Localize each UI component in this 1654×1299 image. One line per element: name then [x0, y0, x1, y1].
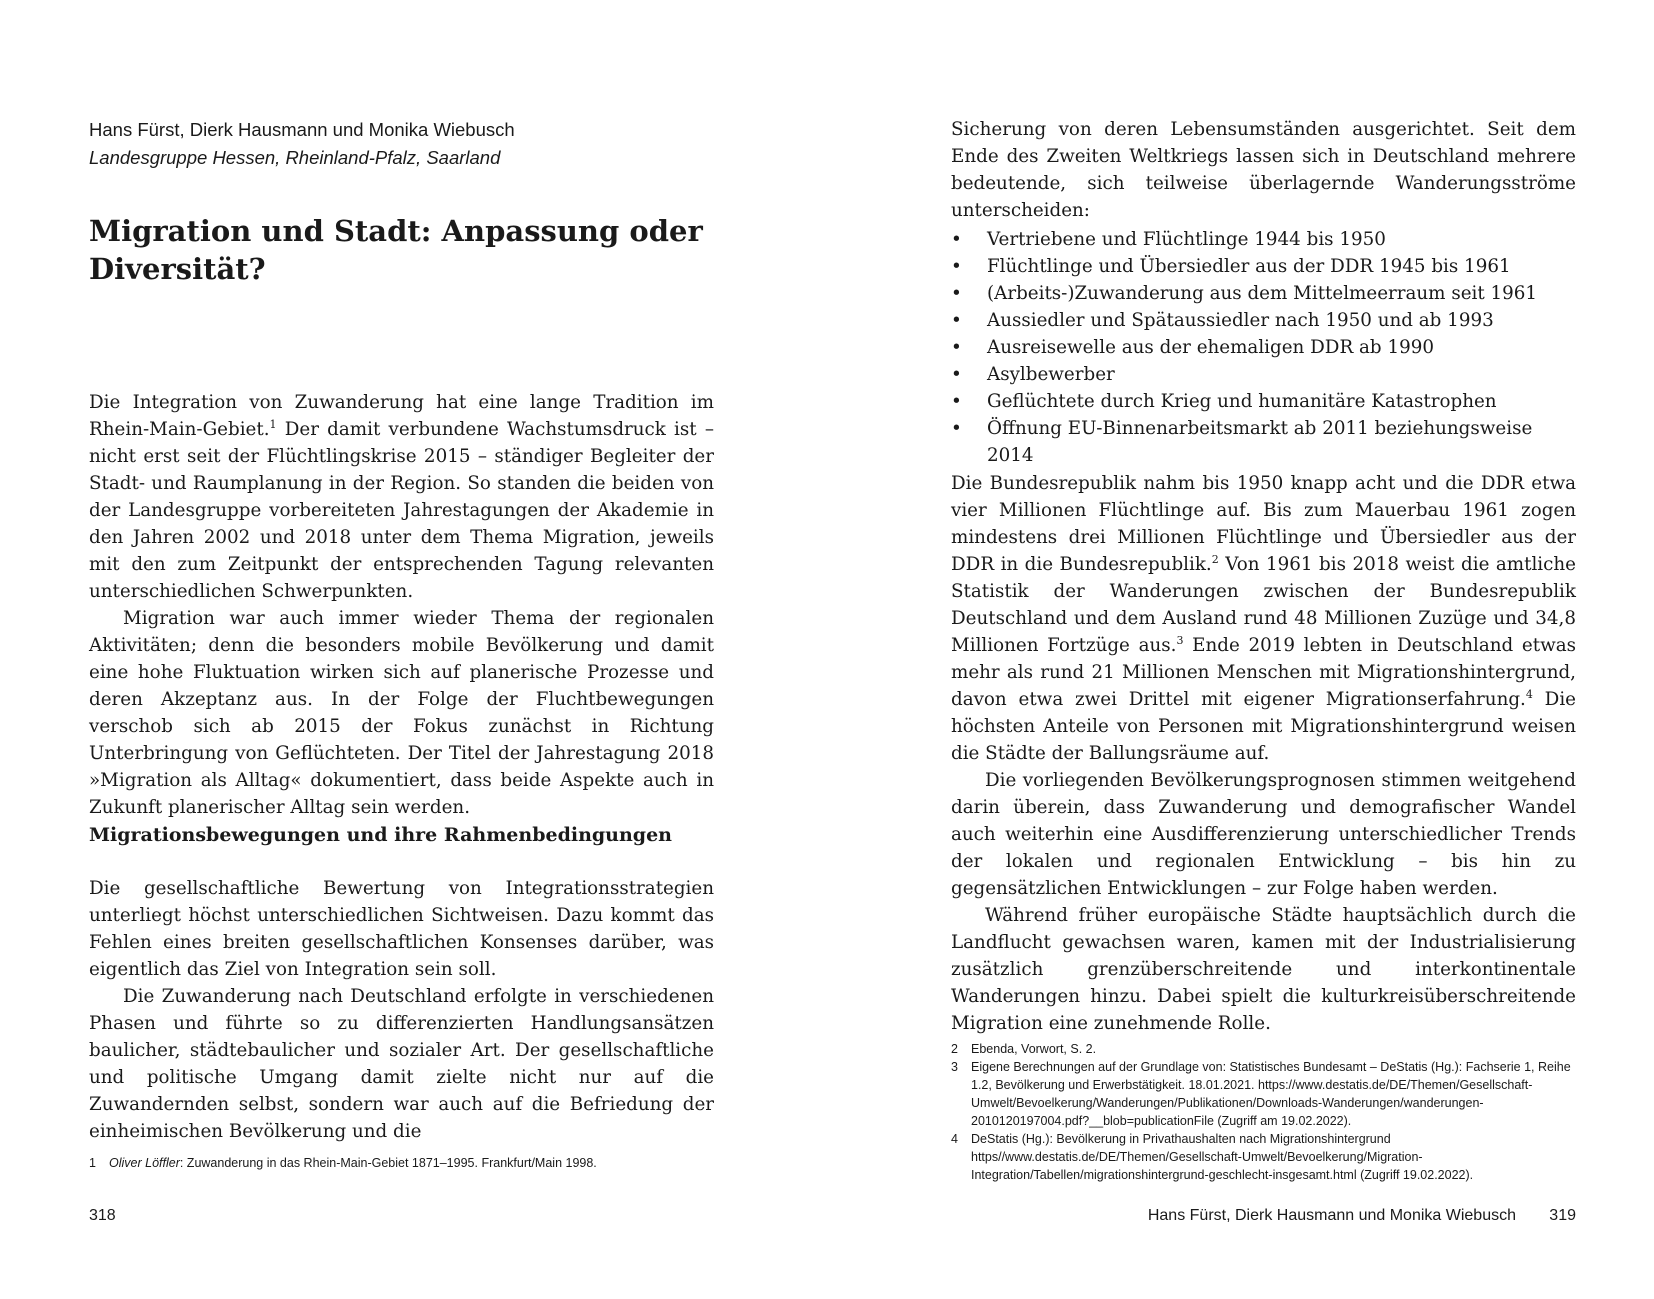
section-text [89, 875, 714, 1145]
footnote-number: 4 [951, 1132, 958, 1146]
list-item: • Asylbewerber [951, 361, 1576, 388]
list-item: • Ausreisewelle aus der ehemaligen DDR ab 1990 [951, 334, 1576, 361]
bullet-icon: • [951, 229, 962, 250]
migration-list [951, 226, 1576, 469]
paragraph: Die gesellschaftliche Bewertung von Integrationsstrategien unterliegt höchst unterschiedlichen Sichtweisen. Dazu kommt das Fehlen eines breiten gesellschaftlichen Konsenses darüber, was eigentlich das Ziel von Integration sein soll. [89, 878, 714, 980]
footnote-text: : Zuwanderung in das Rhein-Main-Gebiet 1871–1995. Frankfurt/Main 1998. [179, 1156, 597, 1170]
footnote-number: 3 [951, 1060, 958, 1074]
intro-text [89, 389, 714, 821]
footnote-number: 2 [951, 1042, 958, 1056]
footnote-ref[interactable]: 3 [1176, 633, 1184, 647]
paragraph: Während früher europäische Städte hauptsächlich durch die Landflucht gewachsen waren, kamen mit der Industrialisierung zusätzlich grenzüberschreitende und interkontinentale Wanderungen hinzu. Dabei spielt die kulturkreisüberschreitende Migration eine zunehmende Rolle. [951, 905, 1576, 1034]
footnote [951, 1058, 1576, 1130]
list-item: • Vertriebene und Flüchtlinge 1944 bis 1950 [951, 226, 1576, 253]
list-item: • Flüchtlinge und Übersiedler aus der DDR 1945 bis 1961 [951, 253, 1576, 280]
footnote-text: Ebenda, Vorwort, S. 2. [971, 1042, 1097, 1056]
bullet-icon: • [951, 310, 962, 331]
footnote [89, 1154, 597, 1172]
page-number: 319 [1549, 1207, 1576, 1224]
paragraph: Die Bundesrepublik nahm bis 1950 knapp acht und die DDR etwa vier Millionen Flüchtlinge auf. Bis zum Mauerbau 1961 zogen mindestens drei Millionen Flüchtlinge und Übersiedler aus der DDR in die Bundesrepublik.$^2$ Von 1961 bis 2018 weist die amtliche Statistik der Wanderungen zwischen der Bundesrepublik Deutschland und dem Ausland rund 48 Millionen Zuzüge und 34,8 Millionen Fortzüge aus.$^3$ Ende 2019 lebten in Deutschland etwas mehr als rund 21 Millionen Menschen mit Migrationshintergrund, davon etwa zwei Drittel mit eigener Migrationserfahrung.$^4$ Die höchsten Anteile von Personen mit Migrationshintergrund weisen die Städte der Ballungsräume auf. [951, 473, 1576, 764]
paragraph: Die Integration von Zuwanderung hat eine lange Tradition im Rhein-Main-Gebiet.$^1$ Der damit verbundene Wachstumsdruck ist – nicht erst seit der Flüchtlingskrise 2015 – ständiger Begleiter der Stadt- und Raumplanung in der Region. So standen die beiden von der Landesgruppe vorbereiteten Jahrestagungen der Akademie in den Jahren 2002 und 2018 unter dem Thema Migration, jeweils mit den zum Zeitpunkt der entsprechenden Tagung relevanten unterschiedlichen Schwerpunkten. [89, 392, 714, 602]
bullet-icon: • [951, 337, 962, 358]
author-line: Hans Fürst, Dierk Hausmann und Monika Wiebusch [89, 119, 515, 140]
paragraph: Die Zuwanderung nach Deutschland erfolgte in verschiedenen Phasen und führte so zu differenzierten Handlungsansätzen baulicher, städtebaulicher und sozialer Art. Der gesellschaftliche und politische Umgang damit zielte nicht nur auf die Zuwandernden selbst, sondern war auch auf die Befriedung der einheimischen Bevölkerung und die [89, 986, 714, 1142]
paragraph: Die vorliegenden Bevölkerungsprognosen stimmen weitgehend darin überein, dass Zuwanderung und demografischer Wandel auch weiterhin eine Ausdifferenzierung unterschiedlicher Trends der lokalen und regionalen Entwicklung – bis hin zu gegensätzlichen Entwicklungen – zur Folge haben werden. [951, 770, 1576, 899]
article-title: Migration und Stadt: Anpassung oder Diversität? [89, 214, 703, 286]
footnote-text: DeStatis (Hg.): Bevölkerung in Privathaushalten nach Migrationshintergrund https//www.destatis.de/DE/Themen/Gesellschaft-Umwelt/Bevoelkerung/Migration-Integration/Tabellen/migrationshintergrund-geschlecht-insgesamt.html (Zugriff 19.02.2022). [971, 1132, 1474, 1182]
paragraph: Migration war auch immer wieder Thema der regionalen Aktivitäten; denn die besonders mobile Bevölkerung und damit eine hohe Fluktuation wirken sich auf planerische Prozesse und deren Akzeptanz aus. In der Folge der Fluchtbewegungen verschob sich ab 2015 der Fokus zunächst in Richtung Unterbringung von Geflüchteten. Der Titel der Jahrestagung 2018 »Migration als Alltag« dokumentiert, dass beide Aspekte auch in Zukunft planerischer Alltag sein werden. [89, 608, 714, 818]
right-page [951, 0, 1576, 1299]
footnote [951, 1040, 1576, 1058]
bullet-icon: • [951, 418, 962, 439]
list-item: • Öffnung EU-Binnenarbeitsmarkt ab 2011 beziehungsweise 2014 [951, 415, 1576, 469]
bullet-icon: • [951, 364, 962, 385]
paragraph: Sicherung von deren Lebensumständen ausgerichtet. Seit dem Ende des Zweiten Weltkriegs lassen sich in Deutschland mehrere bedeutende, sich teilweise überlagernde Wanderungsströme unterscheiden: [951, 119, 1576, 221]
bullet-icon: • [951, 256, 962, 277]
continued-text [951, 116, 1576, 224]
section-heading: Migrationsbewegungen und ihre Rahmenbedingungen [89, 824, 672, 846]
footnote-ref[interactable]: 1 [269, 417, 277, 431]
list-item: • Geflüchtete durch Krieg und humanitäre Katastrophen [951, 388, 1576, 415]
left-page [89, 0, 714, 1299]
footnote [951, 1130, 1576, 1184]
footnote-ref[interactable]: 4 [1525, 687, 1533, 701]
list-item: • (Arbeits-)Zuwanderung aus dem Mittelmeerraum seit 1961 [951, 280, 1576, 307]
footnote-number: 1 [89, 1156, 96, 1170]
footnote-text: Eigene Berechnungen auf der Grundlage von: Statistisches Bundesamt – DeStatis (Hg.): Fachserie 1, Reihe 1.2, Bevölkerung und Erwerbstätigkeit. 18.01.2021. https://www.destatis.de/DE/Themen/Gesellschaft-Umwelt/Bevoelkerung/Wanderungen/Publikationen/Downloads-Wanderungen/wanderungen-2010120197004.pdf?__blob=publicationFile (Zugriff am 19.02.2022). [971, 1060, 1571, 1128]
running-head: Hans Fürst, Dierk Hausmann und Monika Wiebusch [1147, 1207, 1516, 1224]
bullet-icon: • [951, 391, 962, 412]
list-item: • Aussiedler und Spätaussiedler nach 1950 und ab 1993 [951, 307, 1576, 334]
main-text [951, 470, 1576, 1037]
footnote-ref[interactable]: 2 [1211, 552, 1219, 566]
affiliation-line: Landesgruppe Hessen, Rheinland-Pfalz, Saarland [89, 147, 501, 168]
footnotes [951, 1040, 1576, 1184]
bullet-icon: • [951, 283, 962, 304]
footnote-author: Oliver Löffler [109, 1156, 180, 1170]
page-number: 318 [89, 1207, 116, 1224]
